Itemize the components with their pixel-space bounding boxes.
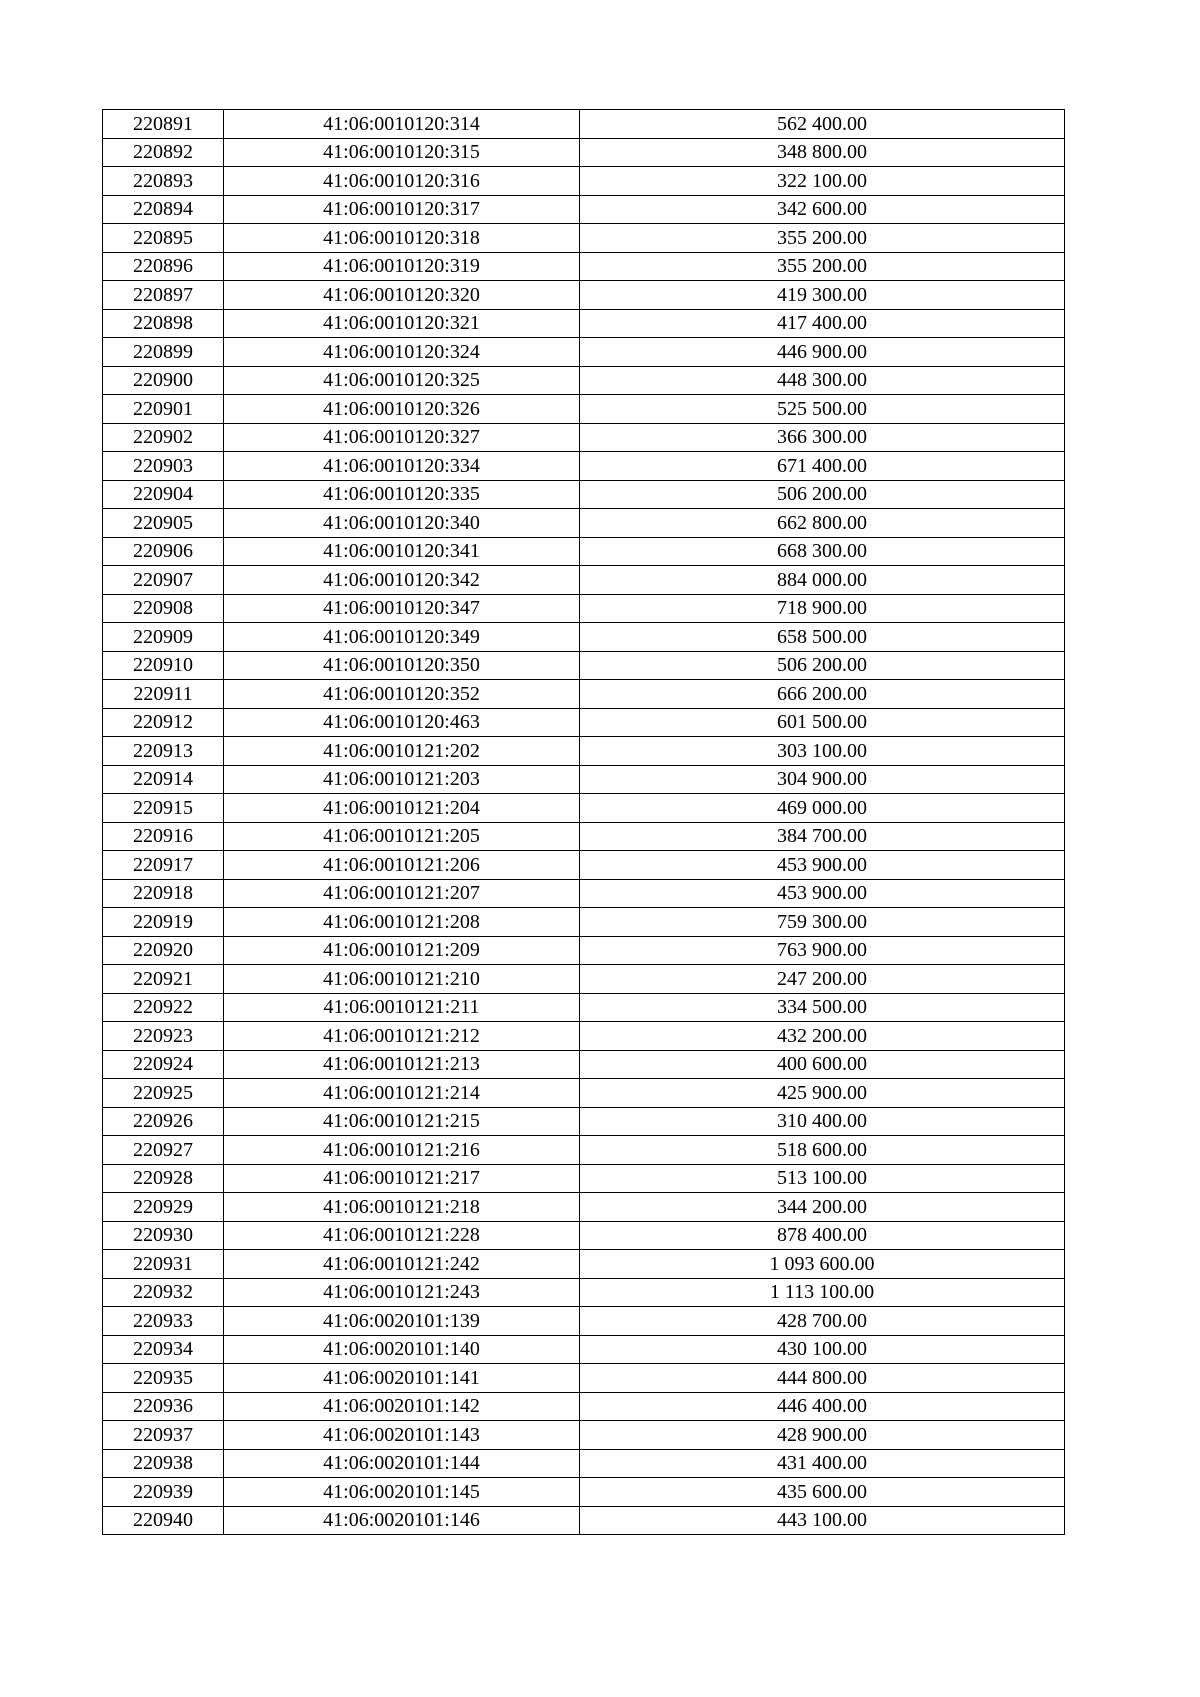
cadastral-number-cell: 41:06:0010120:315 <box>224 138 580 167</box>
cadastral-value-cell: 384 700.00 <box>580 822 1065 851</box>
row-number-cell: 220913 <box>103 737 224 766</box>
table-row <box>103 993 1065 1022</box>
cadastral-value-cell: 334 500.00 <box>580 993 1065 1022</box>
cadastral-number-cell: 41:06:0010120:319 <box>224 252 580 281</box>
table-row <box>103 1107 1065 1136</box>
cadastral-number-cell: 41:06:0020101:145 <box>224 1478 580 1507</box>
table-row <box>103 908 1065 937</box>
cadastral-number-cell: 41:06:0010121:204 <box>224 794 580 823</box>
cadastral-number-cell: 41:06:0010121:210 <box>224 965 580 994</box>
table-row <box>103 338 1065 367</box>
row-number-cell: 220929 <box>103 1193 224 1222</box>
row-number-cell: 220926 <box>103 1107 224 1136</box>
cadastral-value-cell: 601 500.00 <box>580 708 1065 737</box>
row-number-cell: 220940 <box>103 1506 224 1535</box>
cadastral-number-cell: 41:06:0010120:314 <box>224 110 580 139</box>
row-number-cell: 220939 <box>103 1478 224 1507</box>
table-row <box>103 1335 1065 1364</box>
cadastral-value-cell: 430 100.00 <box>580 1335 1065 1364</box>
cadastral-number-cell: 41:06:0010121:218 <box>224 1193 580 1222</box>
cadastral-value-table <box>102 109 1065 1535</box>
table-row <box>103 1050 1065 1079</box>
row-number-cell: 220919 <box>103 908 224 937</box>
table-row <box>103 138 1065 167</box>
row-number-cell: 220918 <box>103 879 224 908</box>
cadastral-value-cell: 342 600.00 <box>580 195 1065 224</box>
cadastral-number-cell: 41:06:0010120:325 <box>224 366 580 395</box>
table-row <box>103 822 1065 851</box>
row-number-cell: 220898 <box>103 309 224 338</box>
table-row <box>103 309 1065 338</box>
cadastral-value-cell: 444 800.00 <box>580 1364 1065 1393</box>
cadastral-value-cell: 513 100.00 <box>580 1164 1065 1193</box>
table-row <box>103 651 1065 680</box>
row-number-cell: 220933 <box>103 1307 224 1336</box>
cadastral-value-cell: 417 400.00 <box>580 309 1065 338</box>
cadastral-number-cell: 41:06:0010121:215 <box>224 1107 580 1136</box>
table-row <box>103 623 1065 652</box>
table-row <box>103 1478 1065 1507</box>
cadastral-value-cell: 668 300.00 <box>580 537 1065 566</box>
row-number-cell: 220912 <box>103 708 224 737</box>
cadastral-number-cell: 41:06:0010121:211 <box>224 993 580 1022</box>
row-number-cell: 220937 <box>103 1421 224 1450</box>
table-body <box>103 110 1065 1535</box>
cadastral-number-cell: 41:06:0010120:352 <box>224 680 580 709</box>
table-row <box>103 1364 1065 1393</box>
row-number-cell: 220923 <box>103 1022 224 1051</box>
cadastral-value-cell: 443 100.00 <box>580 1506 1065 1535</box>
row-number-cell: 220938 <box>103 1449 224 1478</box>
cadastral-value-cell: 322 100.00 <box>580 167 1065 196</box>
row-number-cell: 220899 <box>103 338 224 367</box>
cadastral-number-cell: 41:06:0010121:217 <box>224 1164 580 1193</box>
table-row <box>103 1193 1065 1222</box>
cadastral-number-cell: 41:06:0010121:202 <box>224 737 580 766</box>
table-row <box>103 480 1065 509</box>
cadastral-number-cell: 41:06:0010121:228 <box>224 1221 580 1250</box>
row-number-cell: 220909 <box>103 623 224 652</box>
cadastral-value-cell: 435 600.00 <box>580 1478 1065 1507</box>
row-number-cell: 220934 <box>103 1335 224 1364</box>
cadastral-value-cell: 562 400.00 <box>580 110 1065 139</box>
cadastral-number-cell: 41:06:0020101:142 <box>224 1392 580 1421</box>
cadastral-number-cell: 41:06:0010120:341 <box>224 537 580 566</box>
table-row <box>103 1307 1065 1336</box>
table-row <box>103 1392 1065 1421</box>
cadastral-value-cell: 419 300.00 <box>580 281 1065 310</box>
cadastral-number-cell: 41:06:0010121:243 <box>224 1278 580 1307</box>
cadastral-value-cell: 469 000.00 <box>580 794 1065 823</box>
row-number-cell: 220900 <box>103 366 224 395</box>
table-row <box>103 509 1065 538</box>
cadastral-number-cell: 41:06:0010121:242 <box>224 1250 580 1279</box>
row-number-cell: 220931 <box>103 1250 224 1279</box>
row-number-cell: 220907 <box>103 566 224 595</box>
cadastral-number-cell: 41:06:0020101:146 <box>224 1506 580 1535</box>
table-row <box>103 851 1065 880</box>
table-row <box>103 936 1065 965</box>
cadastral-value-cell: 366 300.00 <box>580 423 1065 452</box>
cadastral-number-cell: 41:06:0010120:347 <box>224 594 580 623</box>
row-number-cell: 220895 <box>103 224 224 253</box>
cadastral-value-cell: 506 200.00 <box>580 480 1065 509</box>
cadastral-number-cell: 41:06:0020101:139 <box>224 1307 580 1336</box>
row-number-cell: 220908 <box>103 594 224 623</box>
table-row <box>103 737 1065 766</box>
row-number-cell: 220893 <box>103 167 224 196</box>
table-row <box>103 366 1065 395</box>
cadastral-value-cell: 344 200.00 <box>580 1193 1065 1222</box>
table-row <box>103 794 1065 823</box>
cadastral-value-cell: 428 700.00 <box>580 1307 1065 1336</box>
row-number-cell: 220904 <box>103 480 224 509</box>
cadastral-value-cell: 453 900.00 <box>580 851 1065 880</box>
cadastral-number-cell: 41:06:0020101:144 <box>224 1449 580 1478</box>
cadastral-value-cell: 666 200.00 <box>580 680 1065 709</box>
row-number-cell: 220930 <box>103 1221 224 1250</box>
cadastral-number-cell: 41:06:0010120:326 <box>224 395 580 424</box>
cadastral-value-cell: 446 400.00 <box>580 1392 1065 1421</box>
table-row <box>103 167 1065 196</box>
cadastral-number-cell: 41:06:0010121:216 <box>224 1136 580 1165</box>
cadastral-value-cell: 671 400.00 <box>580 452 1065 481</box>
cadastral-number-cell: 41:06:0010120:463 <box>224 708 580 737</box>
row-number-cell: 220916 <box>103 822 224 851</box>
row-number-cell: 220896 <box>103 252 224 281</box>
table-row <box>103 452 1065 481</box>
row-number-cell: 220897 <box>103 281 224 310</box>
row-number-cell: 220921 <box>103 965 224 994</box>
row-number-cell: 220892 <box>103 138 224 167</box>
cadastral-number-cell: 41:06:0020101:141 <box>224 1364 580 1393</box>
cadastral-value-cell: 448 300.00 <box>580 366 1065 395</box>
table-row <box>103 537 1065 566</box>
cadastral-number-cell: 41:06:0020101:143 <box>224 1421 580 1450</box>
table-row <box>103 1506 1065 1535</box>
cadastral-value-cell: 303 100.00 <box>580 737 1065 766</box>
cadastral-value-cell: 718 900.00 <box>580 594 1065 623</box>
row-number-cell: 220922 <box>103 993 224 1022</box>
table-row <box>103 1421 1065 1450</box>
row-number-cell: 220914 <box>103 765 224 794</box>
cadastral-value-cell: 518 600.00 <box>580 1136 1065 1165</box>
cadastral-number-cell: 41:06:0010121:203 <box>224 765 580 794</box>
row-number-cell: 220910 <box>103 651 224 680</box>
cadastral-value-cell: 431 400.00 <box>580 1449 1065 1478</box>
table-row <box>103 1250 1065 1279</box>
cadastral-number-cell: 41:06:0020101:140 <box>224 1335 580 1364</box>
cadastral-number-cell: 41:06:0010121:205 <box>224 822 580 851</box>
cadastral-value-cell: 878 400.00 <box>580 1221 1065 1250</box>
cadastral-number-cell: 41:06:0010120:320 <box>224 281 580 310</box>
cadastral-number-cell: 41:06:0010121:208 <box>224 908 580 937</box>
row-number-cell: 220936 <box>103 1392 224 1421</box>
cadastral-value-cell: 425 900.00 <box>580 1079 1065 1108</box>
table-row <box>103 195 1065 224</box>
row-number-cell: 220911 <box>103 680 224 709</box>
table-row <box>103 879 1065 908</box>
cadastral-number-cell: 41:06:0010120:349 <box>224 623 580 652</box>
cadastral-number-cell: 41:06:0010120:340 <box>224 509 580 538</box>
row-number-cell: 220924 <box>103 1050 224 1079</box>
cadastral-number-cell: 41:06:0010121:206 <box>224 851 580 880</box>
cadastral-value-cell: 1 093 600.00 <box>580 1250 1065 1279</box>
table-row <box>103 965 1065 994</box>
table-row <box>103 765 1065 794</box>
cadastral-number-cell: 41:06:0010120:342 <box>224 566 580 595</box>
cadastral-number-cell: 41:06:0010121:212 <box>224 1022 580 1051</box>
cadastral-number-cell: 41:06:0010121:213 <box>224 1050 580 1079</box>
cadastral-value-cell: 1 113 100.00 <box>580 1278 1065 1307</box>
row-number-cell: 220903 <box>103 452 224 481</box>
table-row <box>103 566 1065 595</box>
cadastral-value-cell: 525 500.00 <box>580 395 1065 424</box>
cadastral-value-cell: 355 200.00 <box>580 252 1065 281</box>
cadastral-value-cell: 348 800.00 <box>580 138 1065 167</box>
row-number-cell: 220927 <box>103 1136 224 1165</box>
cadastral-value-cell: 506 200.00 <box>580 651 1065 680</box>
row-number-cell: 220928 <box>103 1164 224 1193</box>
cadastral-number-cell: 41:06:0010121:214 <box>224 1079 580 1108</box>
table-row <box>103 1079 1065 1108</box>
row-number-cell: 220902 <box>103 423 224 452</box>
row-number-cell: 220901 <box>103 395 224 424</box>
table-row <box>103 680 1065 709</box>
cadastral-value-cell: 662 800.00 <box>580 509 1065 538</box>
cadastral-value-cell: 355 200.00 <box>580 224 1065 253</box>
row-number-cell: 220906 <box>103 537 224 566</box>
table-row <box>103 1136 1065 1165</box>
table-row <box>103 1278 1065 1307</box>
cadastral-value-cell: 658 500.00 <box>580 623 1065 652</box>
cadastral-value-cell: 759 300.00 <box>580 908 1065 937</box>
row-number-cell: 220932 <box>103 1278 224 1307</box>
cadastral-value-cell: 310 400.00 <box>580 1107 1065 1136</box>
table-row <box>103 110 1065 139</box>
cadastral-number-cell: 41:06:0010120:316 <box>224 167 580 196</box>
table-row <box>103 1022 1065 1051</box>
table-row <box>103 1164 1065 1193</box>
cadastral-number-cell: 41:06:0010120:327 <box>224 423 580 452</box>
cadastral-value-cell: 400 600.00 <box>580 1050 1065 1079</box>
cadastral-number-cell: 41:06:0010120:350 <box>224 651 580 680</box>
table-row <box>103 708 1065 737</box>
table-row <box>103 594 1065 623</box>
table-row <box>103 395 1065 424</box>
cadastral-value-cell: 247 200.00 <box>580 965 1065 994</box>
row-number-cell: 220935 <box>103 1364 224 1393</box>
cadastral-value-cell: 763 900.00 <box>580 936 1065 965</box>
row-number-cell: 220920 <box>103 936 224 965</box>
cadastral-value-cell: 428 900.00 <box>580 1421 1065 1450</box>
cadastral-number-cell: 41:06:0010120:318 <box>224 224 580 253</box>
row-number-cell: 220915 <box>103 794 224 823</box>
table-row <box>103 1449 1065 1478</box>
cadastral-number-cell: 41:06:0010120:335 <box>224 480 580 509</box>
cadastral-number-cell: 41:06:0010121:207 <box>224 879 580 908</box>
cadastral-number-cell: 41:06:0010120:317 <box>224 195 580 224</box>
cadastral-number-cell: 41:06:0010120:321 <box>224 309 580 338</box>
row-number-cell: 220891 <box>103 110 224 139</box>
cadastral-value-cell: 453 900.00 <box>580 879 1065 908</box>
cadastral-number-cell: 41:06:0010120:334 <box>224 452 580 481</box>
cadastral-value-cell: 304 900.00 <box>580 765 1065 794</box>
row-number-cell: 220917 <box>103 851 224 880</box>
table-row <box>103 224 1065 253</box>
row-number-cell: 220894 <box>103 195 224 224</box>
table-row <box>103 281 1065 310</box>
cadastral-value-cell: 446 900.00 <box>580 338 1065 367</box>
row-number-cell: 220925 <box>103 1079 224 1108</box>
cadastral-value-cell: 884 000.00 <box>580 566 1065 595</box>
table-row <box>103 1221 1065 1250</box>
cadastral-value-cell: 432 200.00 <box>580 1022 1065 1051</box>
table-row <box>103 423 1065 452</box>
cadastral-number-cell: 41:06:0010120:324 <box>224 338 580 367</box>
cadastral-number-cell: 41:06:0010121:209 <box>224 936 580 965</box>
table-row <box>103 252 1065 281</box>
row-number-cell: 220905 <box>103 509 224 538</box>
